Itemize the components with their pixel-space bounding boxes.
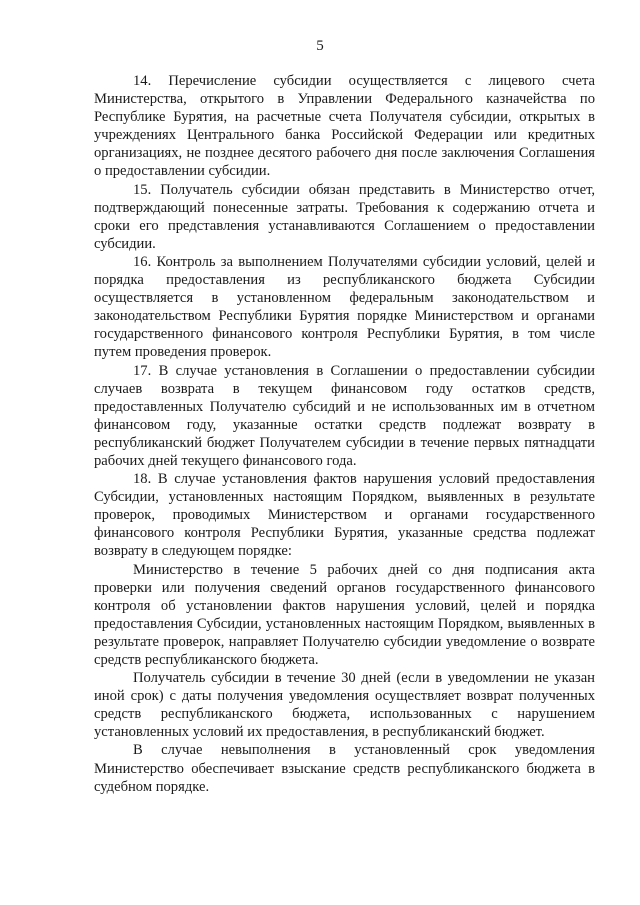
paragraph-15: 15. Получатель субсидии обязан представить в Министерство отчет, подтверждающий понесенные затраты. Требования к содержанию отчета и сроки его представления устанавливаются Соглашением о предоставлении субсидии.	[94, 181, 595, 252]
document-body	[94, 72, 595, 796]
paragraph-16: 16. Контроль за выполнением Получателями субсидии условий, целей и порядка предоставления из республиканского бюджета Субсидии осуществляется в установленном федеральным законодательством и законодательством Республики Бурятия порядке Министерством и органами государственного финансового контроля Республики Бурятия, в том числе путем проведения проверок.	[94, 253, 595, 361]
paragraph-18-ministry-procedure: Министерство в течение 5 рабочих дней со дня подписания акта проверки или получения сведений органов государственного финансового контроля об установлении фактов нарушения условий, целей и порядка предоставления Субсидии, установленных настоящим Порядком, выявленных в результате проверок, направляет Получателю субсидии уведомление о возврате средств республиканского бюджета.	[94, 561, 595, 668]
paragraph-18-court-recovery: В случае невыполнения в установленный срок уведомления Министерство обеспечивает взыскание средств республиканского бюджета в судебном порядке.	[94, 742, 595, 795]
paragraph-17: 17. В случае установления в Соглашении о предоставлении субсидии случаев возврата в текущем финансовом году остатков средств, предоставленных Получателю субсидий и не использованных им в отчетном финансовом году, указанные остатки средств подлежат возврату в республиканский бюджет Получателем субсидии в течение первых пятнадцати рабочих дней текущего финансового года.	[94, 362, 595, 469]
paragraph-14: 14. Перечисление субсидии осуществляется с лицевого счета Министерства, открытого в Управлении Федерального казначейства по Республике Бурятия, на расчетные счета Получателя субсидии, открытых в учреждениях Центрального банка Российской Федерации или кредитных организациях, не позднее десятого рабочего дня после заключения Соглашения о предоставлении субсидии.	[94, 73, 595, 180]
paragraph-18: 18. В случае установления фактов нарушения условий предоставления Субсидии, установленных настоящим Порядком, выявленных в результате проверок, проводимых Министерством и органами государственного финансового контроля Республики Бурятия, указанные средства подлежат возврату в следующем порядке:	[94, 471, 595, 560]
page-number: 5	[316, 38, 324, 54]
paragraph-18-recipient-return: Получатель субсидии в течение 30 дней (если в уведомлении не указан иной срок) с даты получения уведомления осуществляет возврат полученных средств республиканского бюджета, использованных с нарушением установленных условий их предоставления, в республиканский бюджет.	[94, 670, 595, 741]
